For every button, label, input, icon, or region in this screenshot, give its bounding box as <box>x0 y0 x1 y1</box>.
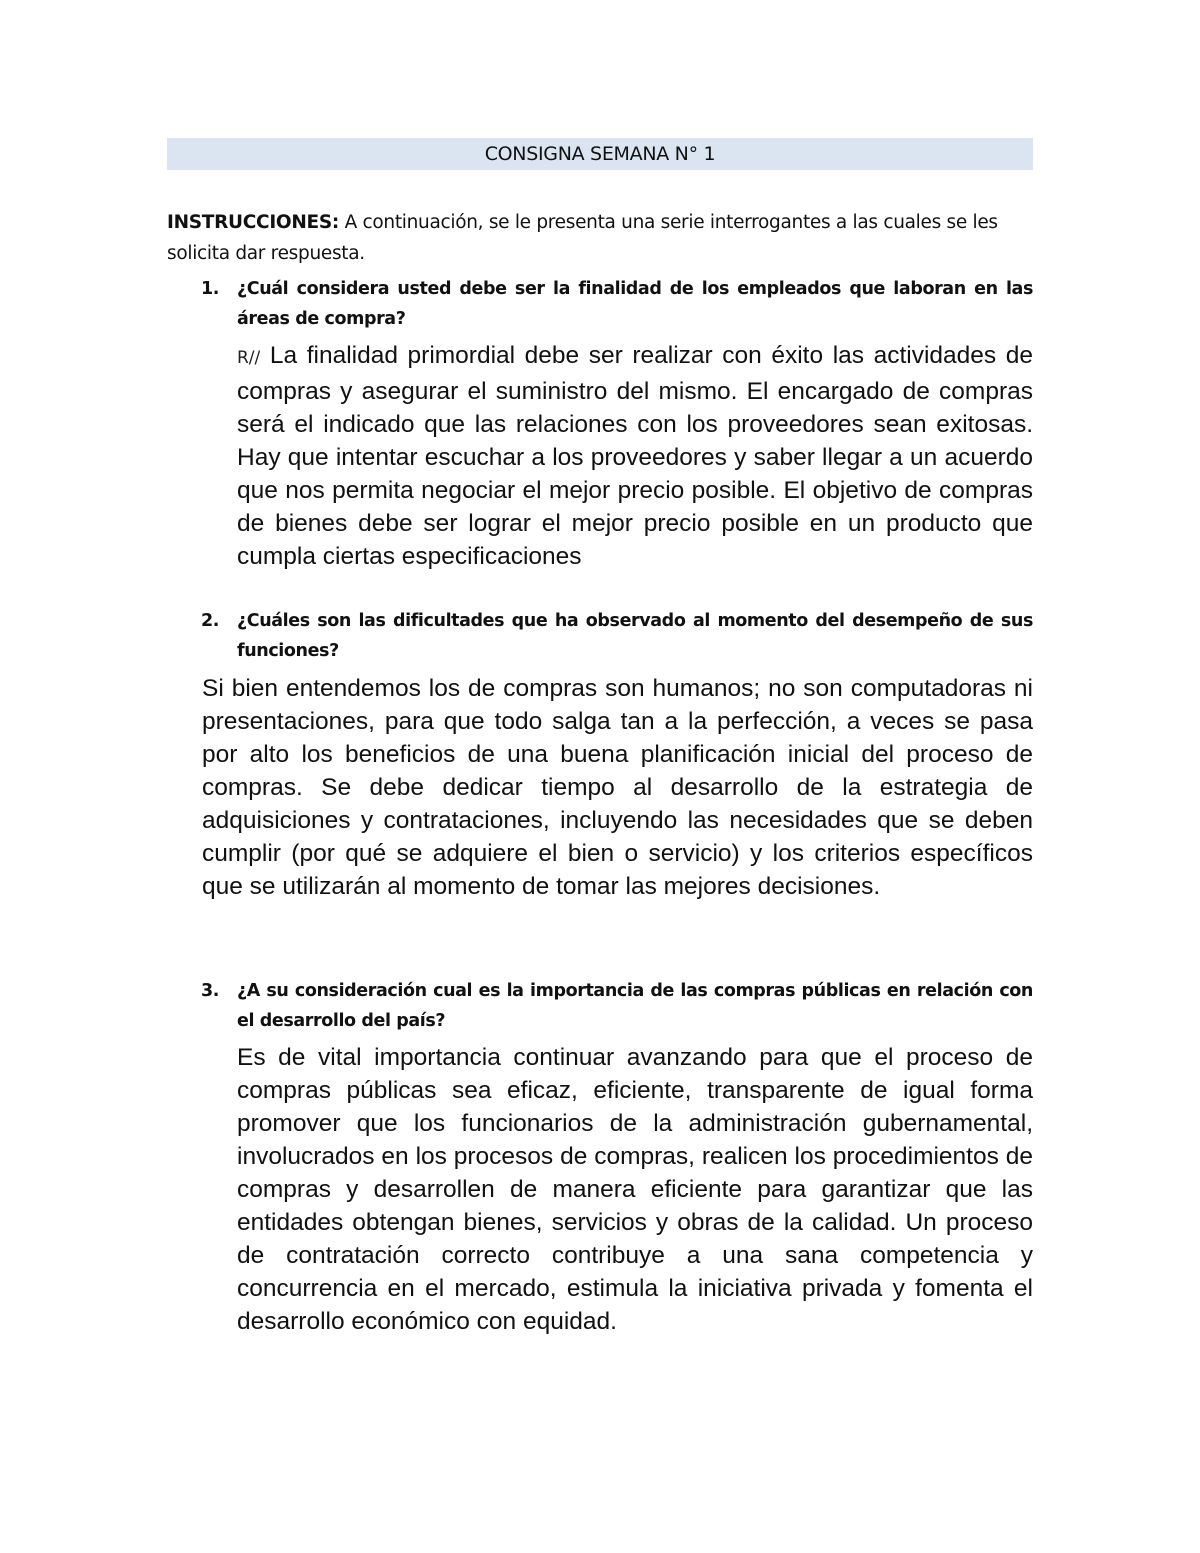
question-text: ¿Cuál considera usted debe ser la finalidad de los empleados que laboran en las áreas de compra? <box>237 279 1033 329</box>
question-number: 1. <box>201 279 220 299</box>
answer-prefix: R// <box>237 348 261 368</box>
question-text: ¿A su consideración cual es la importancia de las compras públicas en relación con el desarrollo del país? <box>237 981 1033 1031</box>
answer-text: Si bien entendemos los de compras son humanos; no son computadoras ni presentaciones, para que todo salga tan a la perfección, a veces se pasa por alto los beneficios de una buena planificación inicial del proceso de compras. Se debe dedicar tiempo al desarrollo de la estrategia de adquisiciones y contrataciones, incluyendo las necesidades que se deben cumplir (por qué se adquiere el bien o servicio) y los criterios específicos que se utilizarán al momento de tomar las mejores decisiones. <box>202 675 1033 900</box>
question-number: 3. <box>201 981 220 1001</box>
instructions-label: INSTRUCCIONES: <box>167 212 339 233</box>
instructions-paragraph <box>167 207 1033 269</box>
question-2 <box>167 606 1033 666</box>
question-3 <box>167 976 1033 1036</box>
question-text: ¿Cuáles son las dificultades que ha observado al momento del desempeño de sus funciones? <box>237 611 1033 661</box>
instructions-text: A continuación, se le presenta una serie interrogantes a las cuales se les solicita dar respuesta. <box>167 212 998 264</box>
question-number: 2. <box>201 611 220 631</box>
answer-2 <box>202 672 1033 903</box>
page-title: CONSIGNA SEMANA N° 1 <box>167 138 1033 170</box>
answer-text: Es de vital importancia continuar avanzando para que el proceso de compras públicas sea eficaz, eficiente, transparente de igual forma promover que los funcionarios de la administración gubernamental, involucrados en los procesos de compras, realicen los procedimientos de compras y desarrollen de manera eficiente para garantizar que las entidades obtengan bienes, servicios y obras de la calidad. Un proceso de contratación correcto contribuye a una sana competencia y concurrencia en el mercado, estimula la iniciativa privada y fomenta el desarrollo económico con equidad. <box>237 1044 1033 1335</box>
answer-1 <box>237 339 1033 573</box>
answer-text: La finalidad primordial debe ser realizar con éxito las actividades de compras y asegurar el suministro del mismo. El encargado de compras será el indicado que las relaciones con los proveedores sean exitosas. Hay que intentar escuchar a los proveedores y saber llegar a un acuerdo que nos permita negociar el mejor precio posible. El objetivo de compras de bienes debe ser lograr el mejor precio posible en un producto que cumpla ciertas especificaciones <box>237 342 1033 570</box>
answer-3 <box>237 1041 1033 1338</box>
question-1 <box>167 274 1033 334</box>
